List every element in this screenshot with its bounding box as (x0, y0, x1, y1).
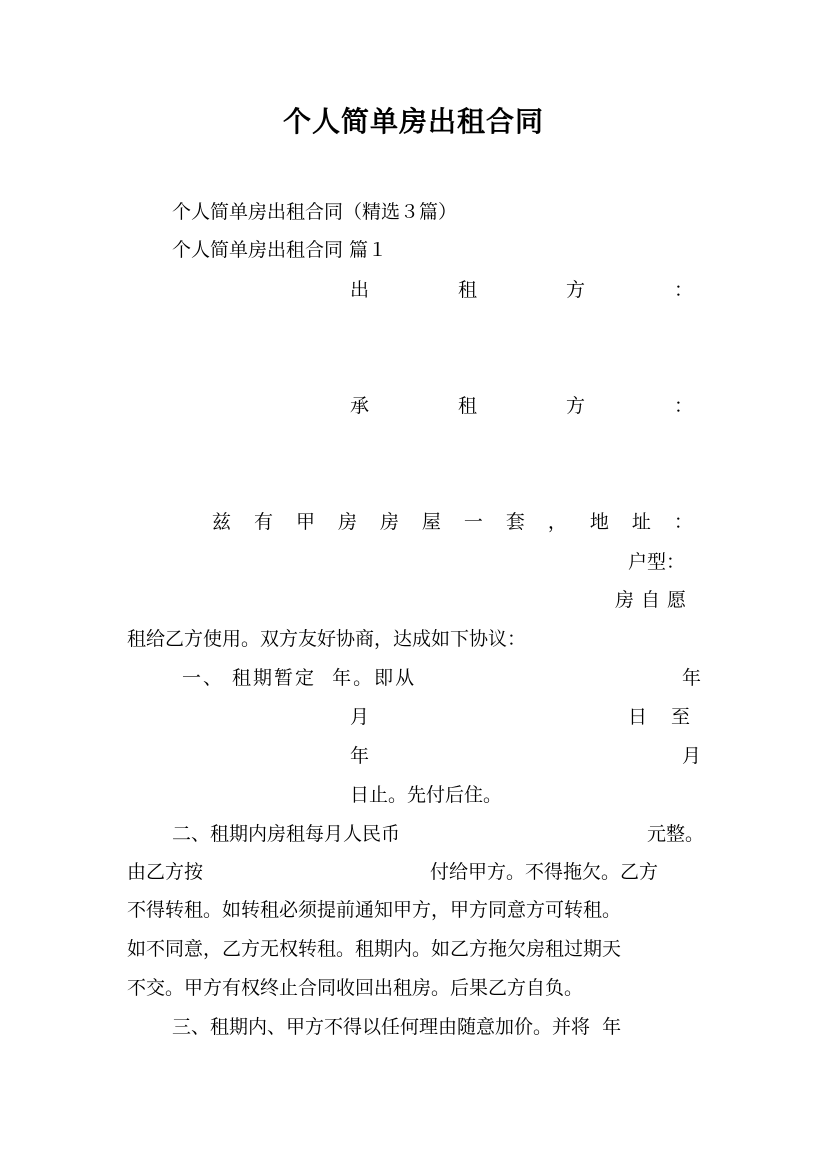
address-char: 甲 (295, 511, 315, 533)
lessee-char: ： (673, 395, 693, 417)
clause-1-month-end: 月 (682, 745, 702, 767)
clause-1-end: 日止。先付后住。 (350, 784, 503, 806)
clause-1-year-end: 年 (350, 745, 370, 767)
lessee-char: 方 (565, 395, 585, 417)
clause-1-month: 月 (350, 706, 370, 728)
clause-1-day-to: 日 至 (628, 706, 691, 728)
clause-2-pay: 付给甲方。不得拖欠。乙方 (430, 861, 659, 883)
address-char: 房 (337, 511, 357, 533)
address-char: ： (673, 511, 693, 533)
lessor-line (350, 278, 693, 302)
clause-2-line: 不交。甲方有权终止合同收回出租房。后果乙方自负。 (127, 977, 584, 999)
lessee-char: 租 (457, 395, 477, 417)
willing-text: 房自愿 (615, 589, 694, 611)
lessor-char: ： (673, 279, 693, 301)
address-char: ， (547, 511, 567, 533)
lessor-char: 出 (350, 279, 370, 301)
document-title: 个人简单房出租合同 (282, 105, 544, 138)
clause-3-line: 三、租期内、甲方不得以任何理由随意加价。并将 年 (172, 1016, 622, 1038)
clause-2-line: 如不同意，乙方无权转租。租期内。如乙方拖欠房租过期天 (127, 938, 622, 960)
lessor-char: 方 (565, 279, 585, 301)
address-char: 址 (631, 511, 651, 533)
address-char: 有 (253, 511, 273, 533)
intro-line: 个人简单房出租合同（精选３篇） (172, 201, 458, 223)
clause-1-year: 年 (682, 667, 702, 689)
address-char: 地 (589, 511, 609, 533)
clause-2-yuan: 元整。 (647, 823, 705, 845)
clause-2-heading: 二、租期内房租每月人民币 (172, 823, 401, 845)
address-char: 房 (379, 511, 399, 533)
lessee-line (350, 394, 693, 418)
address-char: 屋 (421, 511, 441, 533)
address-char: 一 (463, 511, 483, 533)
section-heading: 个人简单房出租合同 篇１ (172, 239, 388, 261)
house-type-label: 户型： (628, 551, 686, 573)
clause-2-by: 由乙方按 (127, 861, 204, 883)
paragraph: 租给乙方使用。双方友好协商，达成如下协议： (127, 628, 527, 650)
address-char: 套 (505, 511, 525, 533)
clause-1-heading: 一、 租期暂定 年。即从 (182, 667, 417, 689)
address-char: 兹 (212, 511, 232, 533)
address-line (212, 510, 693, 534)
clause-2-line: 不得转租。如转租必须提前通知甲方，甲方同意方可转租。 (127, 899, 622, 921)
lessor-char: 租 (457, 279, 477, 301)
lessee-char: 承 (350, 395, 370, 417)
